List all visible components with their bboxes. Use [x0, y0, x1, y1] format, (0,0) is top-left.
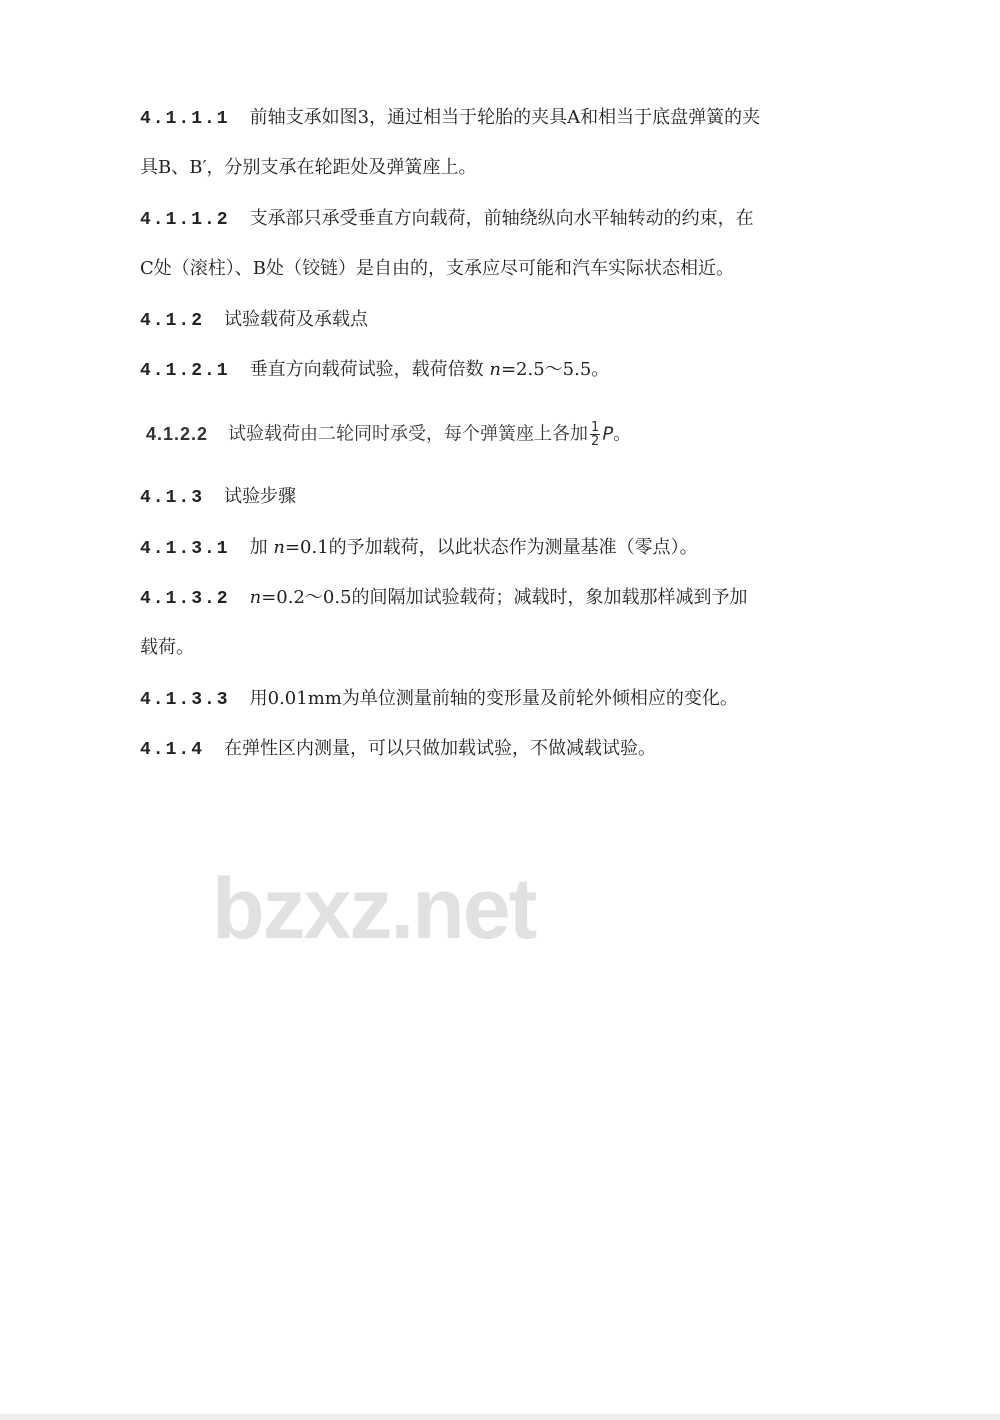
paragraph-continuation: [140, 156, 477, 180]
section-number: 4.1.3.1: [140, 539, 230, 559]
paragraph-text: 试验载荷由二轮同时承受，每个弹簧座上各加: [228, 423, 589, 445]
paragraph-text: 用0.01mm为单位测量前轴的变形量及前轮外倾相应的变化。: [249, 688, 738, 709]
paragraph-4-1-4: [140, 737, 656, 762]
fraction: [590, 421, 600, 448]
heading-text: 试验步骤: [224, 486, 297, 507]
paragraph-4-1-2-1: [140, 358, 609, 383]
section-number: 4.1.2.1: [140, 361, 230, 381]
paragraph-text: 具B、B′，分别支承在轮距处及弹簧座上。: [140, 157, 477, 178]
section-number: 4.1.3.3: [140, 690, 230, 710]
variable: P: [602, 423, 614, 445]
paragraph-4-1-1-2: [140, 207, 754, 232]
paragraph-text: =0.1的予加载荷，以此状态作为测量基准（零点）。: [284, 537, 698, 558]
paragraph-continuation: [140, 257, 734, 281]
variable: n: [489, 359, 501, 380]
heading-4-1-2: [140, 308, 368, 333]
section-number: 4.1.4: [140, 740, 205, 760]
section-number: 4.1.2: [140, 311, 205, 331]
paragraph-continuation: [140, 636, 194, 660]
fraction-denominator: 2: [591, 434, 600, 449]
paragraph-text: C处（滚柱）、B处（铰链）是自由的，支承应尽可能和汽车实际状态相近。: [140, 258, 734, 279]
paragraph-text: 载荷。: [140, 637, 194, 658]
section-number: 4.1.3: [140, 488, 205, 508]
paragraph-4-1-1-1: [140, 106, 760, 131]
paragraph-text: =0.2～0.5的间隔加试验载荷；减载时，象加载那样减到予加: [261, 587, 748, 608]
section-number: 4.1.2.2: [146, 423, 209, 444]
variable: n: [273, 537, 285, 558]
page-bottom-edge: [0, 1414, 1000, 1420]
paragraph-text: =2.5～5.5。: [500, 359, 610, 380]
paragraph-4-1-2-2: [146, 421, 631, 448]
paragraph-text: 在弹性区内测量，可以只做加载试验，不做减载试验。: [224, 738, 657, 759]
section-number: 4.1.3.2: [140, 589, 230, 609]
heading-4-1-3: [140, 485, 296, 510]
paragraph-text: 垂直方向载荷试验，载荷倍数: [249, 359, 490, 380]
watermark: bzxz.net: [212, 861, 536, 957]
paragraph-text: 加: [249, 537, 274, 558]
paragraph-text: 前轴支承如图3，通过相当于轮胎的夹具A和相当于底盘弹簧的夹: [249, 107, 761, 128]
paragraph-text: 支承部只承受垂直方向载荷，前轴绕纵向水平轴转动的约束，在: [249, 208, 754, 229]
paragraph-4-1-3-2: [140, 586, 748, 611]
section-number: 4.1.1.1: [140, 109, 230, 129]
heading-text: 试验载荷及承载点: [224, 309, 369, 330]
paragraph-4-1-3-3: [140, 687, 738, 712]
section-number: 4.1.1.2: [140, 210, 230, 230]
variable: n: [249, 587, 262, 608]
paragraph-text: 。: [613, 423, 632, 445]
paragraph-4-1-3-1: [140, 536, 698, 561]
fraction-numerator: 1: [591, 420, 600, 435]
